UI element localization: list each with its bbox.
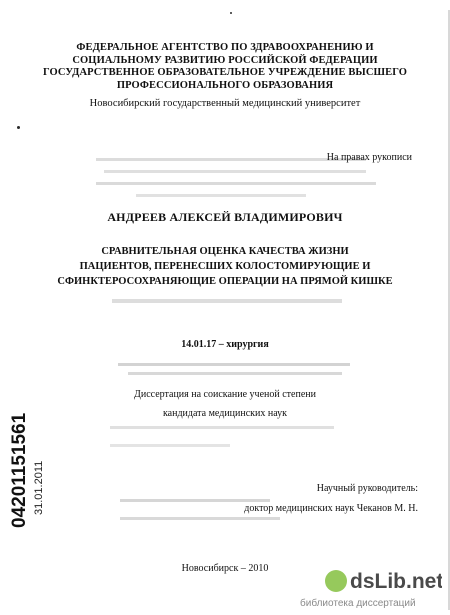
- degree-line: Диссертация на соискание ученой степени: [134, 389, 316, 400]
- degree-line: кандидата медицинских наук: [162, 408, 288, 419]
- specialty-code: 14.01.17 – хирургия: [181, 339, 269, 350]
- stamp-date: 31.01.2011: [33, 460, 45, 515]
- bleed-through-marks: [112, 295, 352, 312]
- scan-speck: [17, 126, 20, 129]
- scan-speck: [230, 12, 232, 14]
- title-line: СРАВНИТЕЛЬНАЯ ОЦЕНКА КАЧЕСТВА ЖИЗНИ: [101, 246, 349, 257]
- title-line: ПАЦИЕНТОВ, ПЕРЕНЕСШИХ КОЛОСТОМИРУЮЩИЕ И: [79, 261, 371, 272]
- organization-line: ГОСУДАРСТВЕННОЕ ОБРАЗОВАТЕЛЬНОЕ УЧРЕЖДЕНИЕ ВЫСШЕГО: [42, 67, 408, 78]
- logo-text: dsLib.net: [350, 570, 442, 593]
- author-name: АНДРЕЕВ АЛЕКСЕЙ ВЛАДИМИРОВИЧ: [107, 210, 343, 224]
- dslib-watermark-logo: [322, 565, 442, 602]
- logo-wordmark: [350, 570, 442, 593]
- manuscript-rights: На правах рукописи: [326, 152, 412, 163]
- university-name: Новосибирский государственный медицинский университет: [89, 98, 361, 109]
- bleed-through-marks: [110, 384, 350, 457]
- dissertation-title: [0, 244, 450, 289]
- city-year: Новосибирск – 2010: [181, 563, 269, 574]
- bleed-through-lines: [120, 495, 290, 535]
- bleed-through-lines: [112, 295, 352, 309]
- organization-line: ПРОФЕССИОНАЛЬНОГО ОБРАЗОВАНИЯ: [116, 79, 334, 91]
- stamp-graphic: [8, 300, 48, 530]
- dslib-logo-graphic: [322, 565, 442, 597]
- organization-line: ФЕДЕРАЛЬНОЕ АГЕНТСТВО ПО ЗДРАВООХРАНЕНИЮ И: [76, 42, 374, 53]
- supervisor-name: доктор медицинских наук Чеканов М. Н.: [244, 503, 418, 514]
- organization-header: [0, 42, 450, 92]
- bleed-through-lines: [118, 360, 358, 380]
- organization-line: СОЦИАЛЬНОМУ РАЗВИТИЮ РОССИЙСКОЙ ФЕДЕРАЦИИ: [72, 54, 378, 66]
- logo-dot-icon: [325, 570, 347, 592]
- library-stamp: [8, 300, 48, 530]
- title-line: СФИНКТЕРОСОХРАНЯЮЩИЕ ОПЕРАЦИИ НА ПРЯМОЙ КИШКЕ: [57, 276, 393, 287]
- bleed-through-marks: [118, 360, 358, 384]
- supervisor-label: Научный руководитель:: [316, 483, 418, 494]
- dslib-subtitle: библиотека диссертаций: [300, 598, 416, 609]
- bleed-through-lines: [110, 384, 350, 454]
- stamp-number: 04201151561: [9, 412, 30, 528]
- bleed-through-marks: [120, 495, 290, 539]
